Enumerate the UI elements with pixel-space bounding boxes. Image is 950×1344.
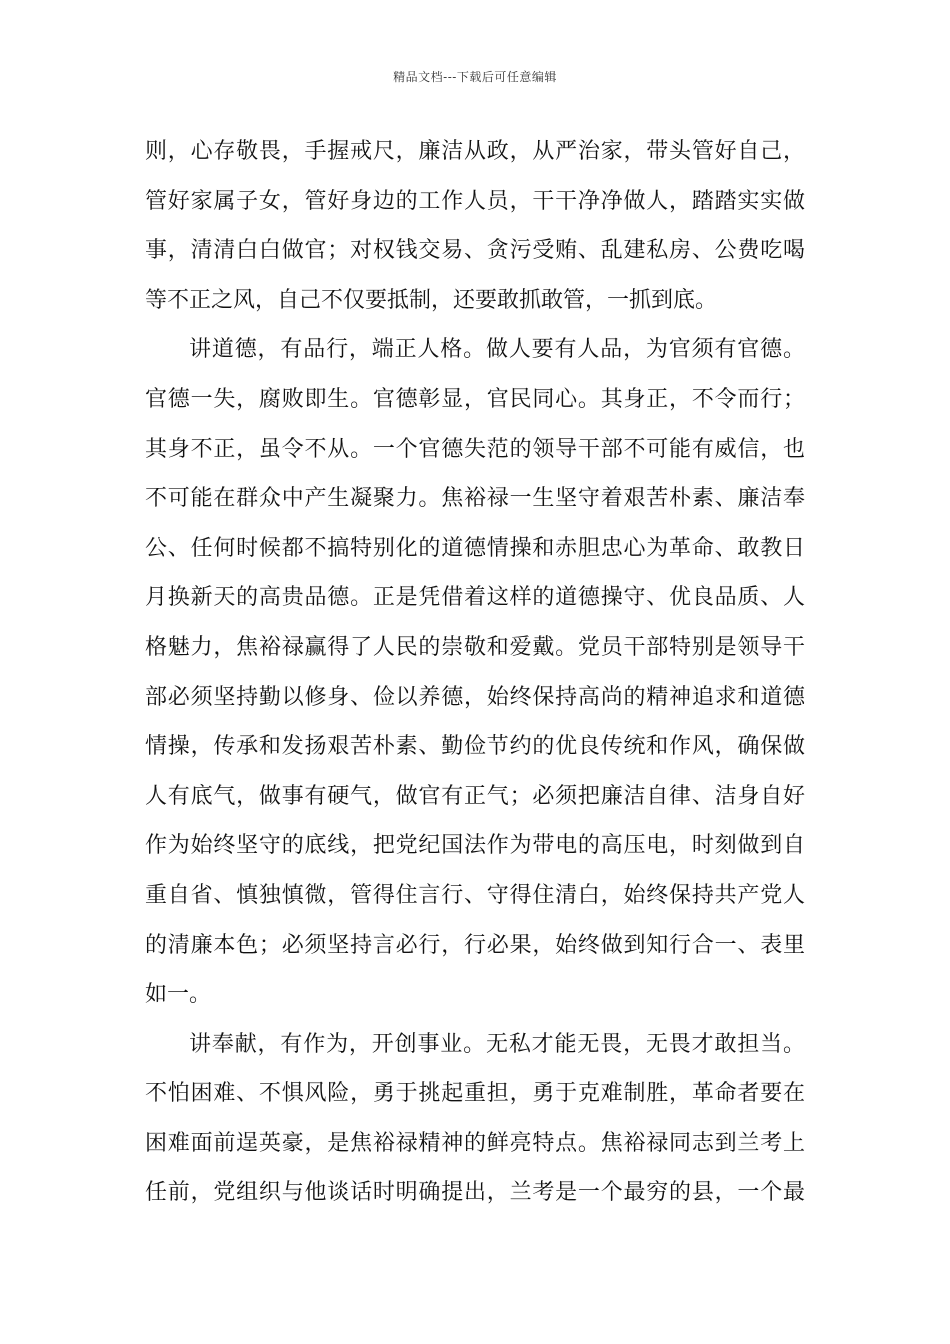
text-line: 如一。: [145, 982, 212, 1008]
text-line: 其身不正，虽令不从。一个官德失范的领导干部不可能有威信，也: [145, 436, 805, 462]
text-line: 讲道德，有品行，端正人格。做人要有人品，为官须有官德。: [189, 337, 805, 363]
text-line: 讲奉献，有作为，开创事业。无私才能无畏，无畏才敢担当。: [189, 1031, 805, 1057]
text-line: 格魅力，焦裕禄赢得了人民的崇敬和爱戴。党员干部特别是领导干: [145, 634, 805, 660]
page-header: 精品文档---下载后可任意编辑: [393, 70, 557, 84]
paragraph-3: [145, 1020, 805, 1218]
text-line: 管好家属子女，管好身边的工作人员，干干净净做人，踏踏实实做: [145, 188, 805, 214]
text-line: 公、任何时候都不搞特别化的道德情操和赤胆忠心为革命、敢教日: [145, 535, 805, 561]
text-line: 部必须坚持勤以修身、俭以养德，始终保持高尚的精神追求和道德: [145, 684, 805, 710]
text-line: 任前，党组织与他谈话时明确提出，兰考是一个最穷的县，一个最: [145, 1180, 805, 1206]
text-line: 困难面前逞英豪，是焦裕禄精神的鲜亮特点。焦裕禄同志到兰考上: [145, 1130, 805, 1156]
text-line: 情操，传承和发扬艰苦朴素、勤俭节约的优良传统和作风，确保做: [145, 734, 805, 760]
text-line: 作为始终坚守的底线，把党纪国法作为带电的高压电，时刻做到自: [145, 833, 805, 859]
text-line: 月换新天的高贵品德。正是凭借着这样的道德操守、优良品质、人: [145, 585, 805, 611]
text-line: 则，心存敬畏，手握戒尺，廉洁从政，从严治家，带头管好自己，: [145, 139, 805, 164]
text-line: 等不正之风，自己不仅要抵制，还要敢抓敢管，一抓到底。: [145, 287, 718, 313]
document-body: [145, 127, 805, 1218]
paragraph-1: [145, 127, 805, 325]
text-line: 不可能在群众中产生凝聚力。焦裕禄一生坚守着艰苦朴素、廉洁奉: [145, 486, 805, 512]
text-line: 不怕困难、不惧风险，勇于挑起重担，勇于克难制胜，革命者要在: [145, 1081, 805, 1107]
paragraph-2: [145, 325, 805, 1019]
text-line: 重自省、慎独慎微，管得住言行、守得住清白，始终保持共产党人: [145, 882, 805, 908]
text-line: 人有底气，做事有硬气，做官有正气；必须把廉洁自律、洁身自好: [145, 783, 805, 809]
text-line: 官德一失，腐败即生。官德彰显，官民同心。其身正，不令而行；: [145, 386, 805, 412]
text-line: 的清廉本色；必须坚持言必行，行必果，始终做到知行合一、表里: [145, 932, 805, 958]
text-line: 事，清清白白做官；对权钱交易、贪污受贿、乱建私房、公费吃喝: [145, 238, 805, 264]
